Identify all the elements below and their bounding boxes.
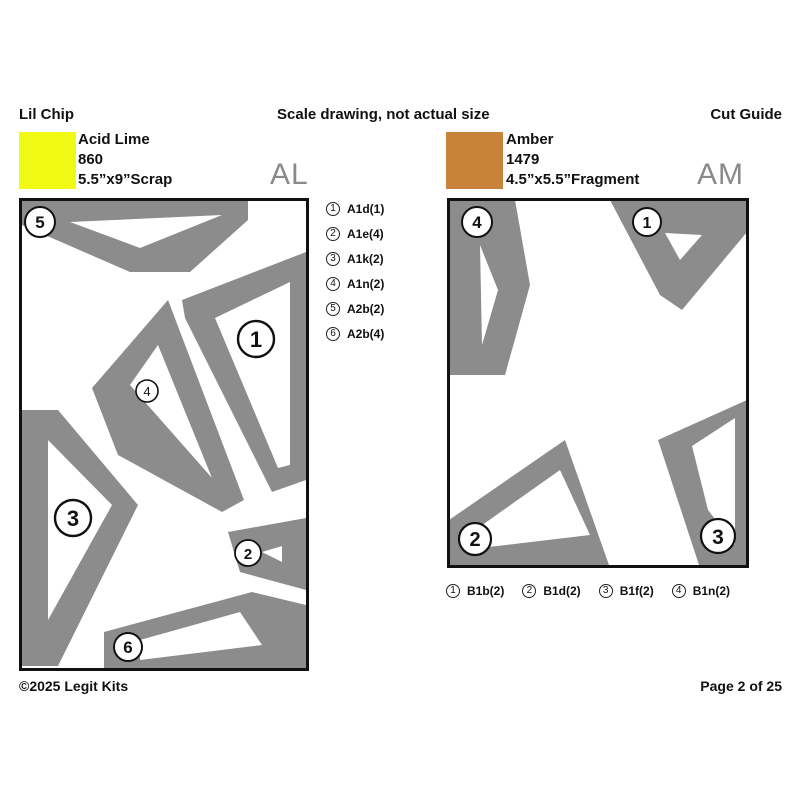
- guide-title: Cut Guide: [710, 106, 782, 123]
- am-piece-num-1: 1: [642, 215, 652, 232]
- am-piece-num-3: 3: [712, 526, 724, 549]
- piece-num-3: 3: [66, 506, 80, 531]
- legend-item: 5 A2b(2): [326, 296, 384, 321]
- piece-num-1: 1: [249, 327, 263, 352]
- legend-item: 3 A1k(2): [326, 246, 384, 271]
- am-piece-num-2: 2: [469, 529, 481, 551]
- piece-num-2: 2: [243, 546, 253, 563]
- legend-item: 1 A1d(1): [326, 196, 384, 221]
- piece-legend-am: [446, 578, 730, 603]
- fabric-size: 4.5”x5.5”Fragment: [506, 171, 640, 188]
- piece-shape-1: [182, 252, 306, 492]
- piece-shape-5: [22, 200, 248, 272]
- legend-item: 2 A1e(4): [326, 221, 384, 246]
- page-number: Page 2 of 25: [700, 678, 782, 694]
- legend-item: 6 A2b(4): [326, 321, 384, 346]
- fabric-name: Amber: [506, 131, 554, 148]
- fabric-code-am: AM: [697, 158, 744, 191]
- pattern-title: Lil Chip: [19, 106, 74, 123]
- copyright: ©2025 Legit Kits: [19, 678, 129, 694]
- fabric-number: 860: [78, 151, 104, 168]
- piece-num-4: 4: [143, 384, 151, 399]
- am-piece-num-4: 4: [472, 213, 482, 232]
- legend-item: 4 B1n(2): [672, 578, 730, 603]
- legend-item: 1 B1b(2): [446, 578, 504, 603]
- piece-num-6: 6: [123, 638, 133, 657]
- fabric-code-al: AL: [270, 158, 309, 191]
- fabric-number: 1479: [506, 151, 540, 168]
- am-piece-shape-1: [610, 200, 747, 310]
- fabric-size: 5.5”x9”Scrap: [78, 171, 173, 188]
- scale-note: Scale drawing, not actual size: [277, 106, 490, 123]
- piece-num-5: 5: [35, 213, 45, 232]
- legend-item: 2 B1d(2): [522, 578, 580, 603]
- legend-item: 3 B1f(2): [599, 578, 654, 603]
- legend-item: 4 A1n(2): [326, 271, 384, 296]
- fabric-name: Acid Lime: [78, 131, 150, 148]
- piece-legend-al: [326, 196, 384, 346]
